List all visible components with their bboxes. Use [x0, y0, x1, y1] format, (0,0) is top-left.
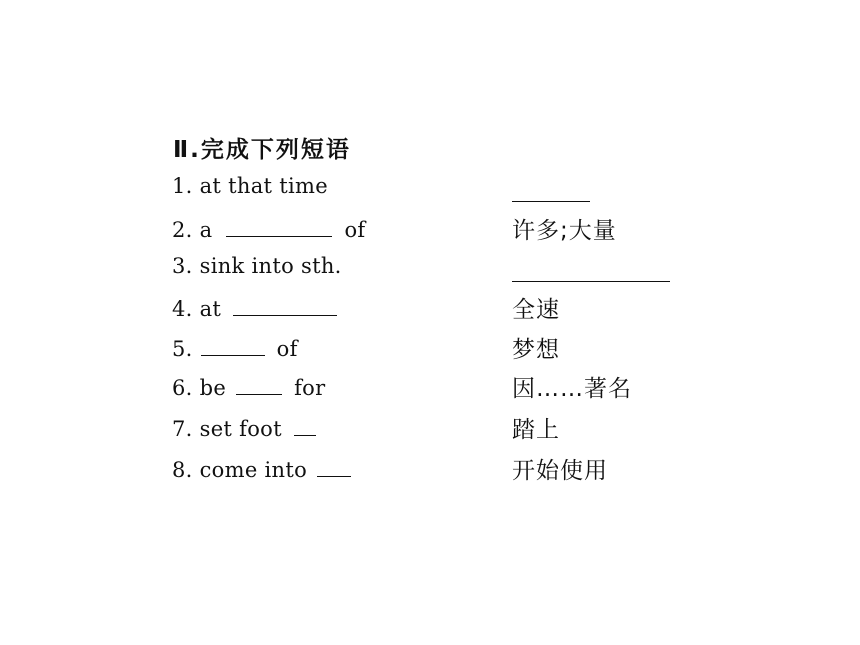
phrase-english — [172, 413, 322, 441]
phrase-english — [172, 254, 342, 278]
chinese-meaning: 全速 — [512, 297, 560, 323]
english-answer-blank[interactable] — [226, 214, 332, 237]
phrase-row-4 — [0, 293, 860, 329]
phrase-row-8 — [0, 454, 860, 490]
phrase-text-after: of — [276, 337, 298, 361]
phrase-text-after: of — [344, 218, 366, 242]
phrase-row-3 — [0, 254, 860, 290]
phrase-english — [172, 214, 365, 242]
chinese-meaning: 许多;大量 — [512, 218, 617, 244]
chinese-answer-blank[interactable] — [512, 201, 590, 202]
phrase-text: 8. come into — [172, 458, 308, 482]
phrase-text: 5. — [172, 337, 193, 361]
phrase-row-2 — [0, 214, 860, 250]
phrase-text: 4. at — [172, 297, 222, 321]
phrase-text: 3. sink into sth. — [172, 254, 342, 278]
phrase-row-1 — [0, 174, 860, 210]
phrase-row-5 — [0, 333, 860, 369]
phrase-text-after: for — [294, 376, 326, 400]
phrase-row-7 — [0, 413, 860, 449]
chinese-meaning: 踏上 — [512, 417, 560, 443]
english-answer-blank[interactable] — [233, 293, 337, 316]
chinese-answer-blank[interactable] — [512, 281, 670, 282]
phrase-english — [172, 293, 343, 321]
phrase-text: 6. be — [172, 376, 227, 400]
phrase-english — [172, 174, 328, 198]
english-answer-blank[interactable] — [236, 372, 282, 395]
chinese-meaning: 因……著名 — [512, 376, 632, 402]
phrase-row-6 — [0, 372, 860, 408]
chinese-meaning: 梦想 — [512, 337, 560, 363]
phrase-english — [172, 454, 357, 482]
english-answer-blank[interactable] — [201, 333, 265, 356]
phrase-english — [172, 333, 298, 361]
phrase-text: 1. at that time — [172, 174, 328, 198]
section-title: Ⅱ.完成下列短语 — [173, 137, 351, 163]
english-answer-blank[interactable] — [317, 454, 351, 477]
english-answer-blank[interactable] — [294, 413, 316, 436]
phrase-english — [172, 372, 325, 400]
phrase-text: 7. set foot — [172, 417, 282, 441]
chinese-meaning: 开始使用 — [512, 458, 608, 484]
phrase-text: 2. a — [172, 218, 213, 242]
